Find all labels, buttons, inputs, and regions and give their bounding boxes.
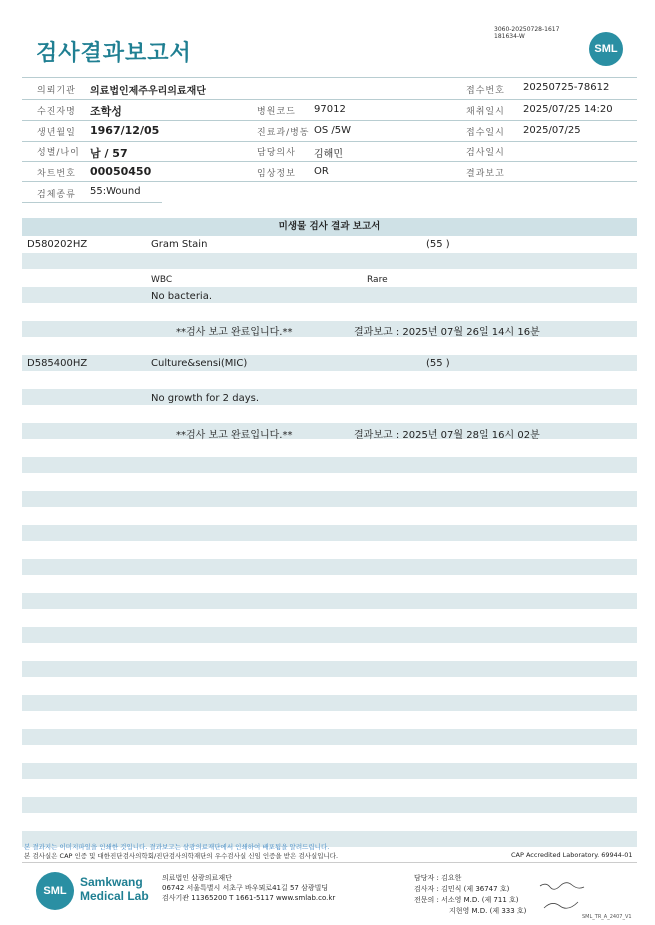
stripe <box>22 491 637 507</box>
sml-logo: SML <box>589 32 623 66</box>
document-id-line1: 3060-20250728-1617 <box>494 26 560 33</box>
institution-value: 의료법인제주우리의료재단 <box>90 86 206 97</box>
clinical-value: OR <box>314 166 329 177</box>
hospital-code-value: 97012 <box>314 104 346 115</box>
stripe <box>22 559 637 575</box>
address-line3: 검사기관 11365200 T 1661-5117 www.smlab.co.kr <box>162 894 336 902</box>
institution-label: 의뢰기관 <box>37 86 76 96</box>
doctor-value: 김해민 <box>314 149 343 160</box>
stripe <box>22 321 637 337</box>
specimen-number: (55 ) <box>426 239 450 250</box>
receipt-no-label: 접수번호 <box>466 86 505 96</box>
stripe <box>22 661 637 677</box>
staff-line1: 담당자 : 김요한 <box>414 874 462 882</box>
staff-list <box>414 873 526 917</box>
hospital-code-label: 병원코드 <box>257 107 296 117</box>
footer-divider <box>22 862 637 863</box>
name-label: 수진자명 <box>37 107 76 117</box>
stripe <box>22 729 637 745</box>
stripe <box>22 627 637 643</box>
lab-address <box>162 873 335 903</box>
staff-line2: 검사자 : 김민식 (제 36747 호) <box>414 885 510 893</box>
completion-note: **검사 보고 완료입니다.** <box>176 430 293 441</box>
doctor-label: 담당의사 <box>257 148 296 158</box>
dept-label: 진료과/병동 <box>257 128 310 138</box>
brand-name <box>80 875 149 903</box>
patient-name: 조학성 <box>90 105 122 118</box>
results-section-header: 미생물 검사 결과 보고서 <box>22 218 637 236</box>
document-id <box>494 26 559 40</box>
document-id-line2: 181634-W <box>494 33 525 40</box>
birth-value: 1967/12/05 <box>90 124 160 137</box>
dept-value: OS /5W <box>314 125 352 136</box>
staff-line4: 지현영 M.D. (제 333 호) <box>449 907 527 915</box>
clinical-label: 임상정보 <box>257 169 296 179</box>
report-time: 결과보고 : 2025년 07월 26일 14시 16분 <box>354 327 540 338</box>
footer-note-certification: 본 검사실은 CAP 인증 및 대한진단검사의학회/진단검사의학재단의 우수검사실 신임 인증을 받은 검사실입니다. <box>24 852 339 860</box>
stripe <box>22 695 637 711</box>
test-name: Gram Stain <box>151 239 208 250</box>
divider <box>22 77 637 78</box>
specimen-number: (55 ) <box>426 358 450 369</box>
stripe <box>22 457 637 473</box>
specimen-label: 검체종류 <box>37 190 76 200</box>
stripe <box>22 253 637 269</box>
samkwang-logo: SML <box>36 872 74 910</box>
wbc-label: WBC <box>151 275 173 285</box>
brand-line1: Samkwang <box>80 875 143 889</box>
collect-label: 채취일시 <box>466 107 505 117</box>
staff-line3: 전문의 : 서소영 M.D. (제 711 호) <box>414 896 519 904</box>
receipt-date-value: 2025/07/25 <box>523 125 581 136</box>
divider <box>22 99 637 100</box>
stripe <box>22 797 637 813</box>
receipt-no-value: 20250725-78612 <box>523 82 610 93</box>
finding: No bacteria. <box>151 291 213 302</box>
chart-label: 차트번호 <box>37 169 76 179</box>
divider <box>22 161 637 162</box>
stripe <box>22 763 637 779</box>
divider <box>22 141 637 142</box>
sex-age-label: 성별/나이 <box>37 148 80 158</box>
signature-graphic <box>538 880 588 910</box>
test-date-label: 검사일시 <box>466 148 505 158</box>
stripe <box>22 525 637 541</box>
specimen-value: 55:Wound <box>90 186 141 197</box>
test-code: D580202HZ <box>27 239 88 250</box>
form-id: SML_TR_A_2407_V1 <box>582 914 632 920</box>
report-label: 결과보고 <box>466 169 505 179</box>
divider <box>22 120 637 121</box>
report-title: 검사결과보고서 <box>36 41 192 66</box>
brand-line2: Medical Lab <box>80 889 149 903</box>
chart-value: 00050450 <box>90 165 152 178</box>
test-code: D585400HZ <box>27 358 88 369</box>
birth-label: 생년월일 <box>37 128 76 138</box>
completion-note: **검사 보고 완료입니다.** <box>176 327 293 338</box>
sex-age-value: 남 / 57 <box>90 147 128 160</box>
test-name: Culture&sensi(MIC) <box>151 358 248 369</box>
collect-value: 2025/07/25 14:20 <box>523 104 613 115</box>
address-line2: 06742 서울특별시 서초구 바우뫼로41길 57 삼광빌딩 <box>162 884 329 892</box>
stripe <box>22 287 637 303</box>
stripe <box>22 355 637 371</box>
divider <box>22 202 162 203</box>
report-time: 결과보고 : 2025년 07월 28일 16시 02분 <box>354 430 540 441</box>
stripe <box>22 389 637 405</box>
footer-note-print: 본 결과지는 이미지파일을 인쇄한 것입니다. 결과보고는 삼광의료재단에서 인쇄하여 배포됨을 알려드립니다. <box>24 843 330 851</box>
finding: No growth for 2 days. <box>151 393 260 404</box>
wbc-value: Rare <box>367 275 388 285</box>
receipt-date-label: 접수일시 <box>466 128 505 138</box>
divider <box>22 181 637 182</box>
stripe <box>22 423 637 439</box>
cap-accreditation: CAP Accredited Laboratory. 69944-01 <box>511 851 633 859</box>
address-line1: 의료법인 삼광의료재단 <box>162 874 232 882</box>
stripe <box>22 593 637 609</box>
